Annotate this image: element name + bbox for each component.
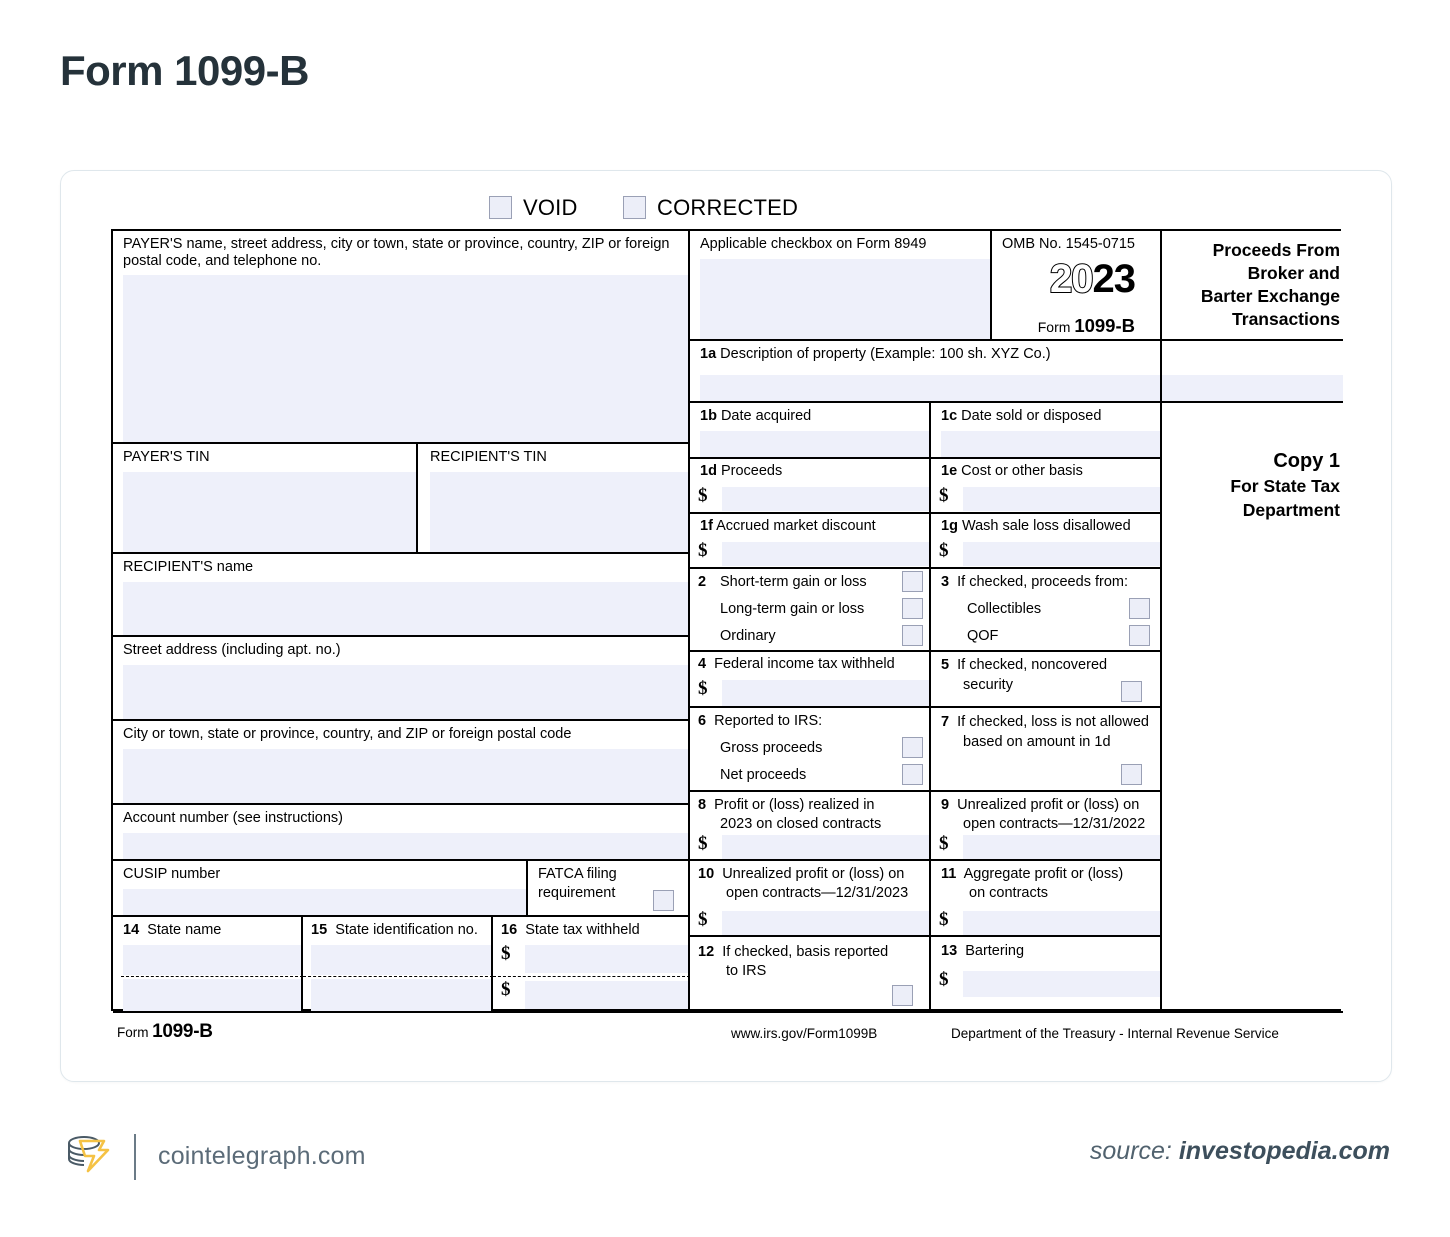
box-15-dashed-divider [303,976,493,977]
payer-block-label: PAYER'S name, street address, city or town, state or province, country, ZIP or foreign postal code, and telephone no. [123,236,670,269]
box-15-state-id[interactable] [303,917,493,1013]
box-15-label: State identification no. [335,922,478,938]
void-label: VOID [523,195,578,220]
box-1b-label: Date acquired [720,408,812,424]
box-1d-dollar: $ [698,485,708,506]
fatca-block[interactable] [528,861,690,917]
box-16-dashed-divider [493,976,690,977]
box-9-dollar: $ [939,833,949,854]
box-11-label-line2: on contracts [969,884,1048,901]
recipient-name-label: RECIPIENT'S name [123,559,254,575]
copy-1-sub-line2: Department [1242,499,1340,520]
box-16-field-1[interactable] [525,945,690,973]
box-6-option-2-label: Net proceeds [720,767,807,783]
box-1b-date-acquired[interactable] [690,403,931,459]
cusip-block[interactable] [113,861,528,917]
form-footer [111,1011,1341,1051]
box-1g-wash-sale[interactable] [931,514,1162,569]
box-7-label-line1: If checked, loss is not allowed [957,714,1149,730]
applicable-checkbox-8949-block[interactable] [690,231,992,341]
box-14-field-2[interactable] [123,979,301,1011]
box-4-field[interactable] [722,680,929,706]
box-16-dollar-1: $ [501,943,511,964]
box-6-reported-to-irs[interactable] [690,708,931,792]
box-8-profit-loss-closed[interactable] [690,792,931,861]
fatca-checkbox[interactable] [653,890,674,911]
footer-form-prefix: Form [117,1025,149,1040]
box-3-number: 3 [941,574,950,590]
box-1b-number: 1b [700,408,717,424]
void-corrected-row [111,193,1341,229]
box-1a-right-extension[interactable] [1162,341,1343,403]
box-9-number: 9 [941,797,950,813]
applicable-checkbox-label: Applicable checkbox on Form 8949 [700,236,927,252]
box-1a-field-right[interactable] [1162,375,1343,401]
box-2-option-1-checkbox[interactable] [902,571,923,592]
box-1e-number: 1e [941,463,958,479]
footer-form-number: 1099-B [152,1021,213,1042]
header-title-line2: Broker and [1247,263,1340,284]
form-prefix: Form [1037,319,1071,335]
box-1f-label: Accrued market discount [716,518,876,534]
street-address-label: Street address (including apt. no.) [123,642,341,658]
box-14-state-name[interactable] [113,917,303,1013]
void-option[interactable] [489,195,578,220]
cusip-label: CUSIP number [123,866,221,882]
void-checkbox[interactable] [489,196,512,219]
box-16-label: State tax withheld [525,922,640,938]
box-1b-field[interactable] [700,431,929,457]
box-11-dollar: $ [939,909,949,930]
recipient-tin-label: RECIPIENT'S TIN [430,449,547,465]
box-3-option-2-label: QOF [967,628,999,644]
box-1d-label: Proceeds [720,463,783,479]
box-1g-dollar: $ [939,540,949,561]
box-2-option-1-label: Short-term gain or loss [720,574,867,590]
box-1f-field[interactable] [722,542,929,566]
box-7-checkbox[interactable] [1121,764,1142,785]
recipient-name-field[interactable] [123,582,688,635]
box-9-field[interactable] [963,835,1160,859]
box-10-dollar: $ [698,909,708,930]
box-3-qof-checkbox[interactable] [1129,625,1150,646]
box-14-label: State name [147,922,222,938]
form-number: 1099-B [1074,315,1135,336]
box-12-label-line2: to IRS [726,962,767,979]
box-3-collectibles-checkbox[interactable] [1129,598,1150,619]
box-1f-accrued-discount[interactable] [690,514,931,569]
box-3-label: If checked, proceeds from: [957,574,1128,590]
box-2-option-3-label: Ordinary [720,628,776,644]
copy-1-sub-line1: For State Tax [1230,476,1340,496]
box-1f-number: 1f [700,518,713,534]
box-8-field[interactable] [722,835,929,859]
header-title-line3: Barter Exchange [1200,286,1340,307]
box-9-unrealized-2022[interactable] [931,792,1162,861]
corrected-label: CORRECTED [657,195,799,220]
footer-department: Department of the Treasury - Internal Revenue Service [951,1026,1279,1041]
box-1c-label: Date sold or disposed [961,408,1102,424]
box-16-number: 16 [501,922,518,938]
payer-tin-block[interactable] [113,444,418,554]
form-card [60,170,1392,1082]
header-title-line4: Transactions [1232,309,1340,330]
box-1c-field[interactable] [941,431,1160,457]
box-9-label-line2: open contracts—12/31/2022 [963,815,1146,832]
copy-1-label: Copy 1 [1273,450,1340,472]
box-1e-cost-basis[interactable] [931,459,1162,514]
applicable-checkbox-field[interactable] [700,259,990,339]
box-5-label-line2: security [963,676,1013,693]
box-7-label-line2: based on amount in 1d [963,733,1111,750]
box-13-bartering[interactable] [931,937,1162,1013]
box-5-checkbox[interactable] [1121,681,1142,702]
city-state-label: City or town, state or province, country, and ZIP or foreign postal code [123,726,572,742]
box-15-field-1[interactable] [311,945,491,975]
box-2-option-2-checkbox[interactable] [902,598,923,619]
city-state-block[interactable] [113,721,690,805]
box-1e-label: Cost or other basis [961,463,1083,479]
box-1a-description[interactable] [690,341,1162,403]
box-5-label-line1: If checked, noncovered [957,657,1108,673]
box-12-checkbox[interactable] [892,985,913,1006]
brand-divider [134,1134,136,1180]
fatca-label-line1: FATCA filing [538,866,617,882]
box-8-number: 8 [698,797,707,813]
box-2-option-3-checkbox[interactable] [902,625,923,646]
box-13-dollar: $ [939,969,949,990]
box-1e-field[interactable] [963,487,1160,511]
fatca-label-line2: requirement [538,884,616,901]
street-address-block[interactable] [113,637,690,721]
box-12-label-line1: If checked, basis reported [722,944,889,960]
box-1a-number: 1a [700,346,717,362]
box-1c-date-sold[interactable] [931,403,1162,459]
box-10-label-line1: Unrealized profit or (loss) on [722,866,905,882]
box-5-noncovered-security[interactable] [931,652,1162,708]
irs-form-1099b [111,193,1341,1051]
box-9-label-line1: Unrealized profit or (loss) on [957,797,1140,813]
box-4-dollar: $ [698,678,708,699]
box-13-label: Bartering [965,943,1025,959]
corrected-checkbox[interactable] [623,196,646,219]
form-number-header [1038,315,1135,336]
account-number-label: Account number (see instructions) [123,810,344,826]
omb-number: OMB No. 1545-0715 [1002,236,1135,252]
box-14-dashed-divider [121,976,303,977]
box-15-field-2[interactable] [311,979,491,1011]
form-header-title-block [1162,231,1343,341]
box-3-option-1-label: Collectibles [967,601,1042,617]
box-7-number: 7 [941,714,950,730]
box-1g-number: 1g [941,518,958,534]
box-1e-dollar: $ [939,485,949,506]
source-name: investopedia.com [1178,1137,1390,1165]
cusip-field[interactable] [123,889,526,915]
box-4-number: 4 [698,656,707,672]
box-11-aggregate-profit-loss[interactable] [931,861,1162,937]
box-16-dollar-2: $ [501,979,511,1000]
box-15-number: 15 [311,922,328,938]
account-number-field[interactable] [123,833,688,859]
page-title: Form 1099-B [60,47,309,94]
box-4-federal-tax-withheld[interactable] [690,652,931,708]
corrected-option[interactable] [623,195,798,220]
street-address-field[interactable] [123,665,688,719]
footer-form-id [117,1021,213,1043]
payer-block-field[interactable] [123,275,688,442]
header-title-line1: Proceeds From [1212,240,1340,260]
box-1d-field[interactable] [722,487,929,511]
box-1g-label: Wash sale loss disallowed [961,518,1131,534]
tax-year [1050,259,1135,299]
form-grid [111,229,1341,1011]
cointelegraph-logo-icon [60,1128,112,1185]
cointelegraph-branding [60,1128,366,1185]
box-11-label-line1: Aggregate profit or (loss) [963,866,1124,882]
box-12-basis-reported[interactable] [690,937,931,1013]
box-11-number: 11 [941,866,957,882]
source-attribution [1090,1137,1390,1166]
recipient-tin-field[interactable] [430,472,688,552]
box-10-number: 10 [698,866,715,882]
box-6-label: Reported to IRS: [714,713,823,729]
box-14-field-1[interactable] [123,945,301,975]
box-1f-dollar: $ [698,540,708,561]
copy-1-block [1162,403,1343,1013]
box-2-number: 2 [698,574,707,590]
box-16-field-2[interactable] [525,981,690,1009]
box-6-option-1-label: Gross proceeds [720,740,823,756]
cointelegraph-site-label: cointelegraph.com [158,1142,366,1170]
tax-year-hollow: 20 [1050,257,1093,301]
tax-year-solid: 23 [1092,257,1135,301]
box-1a-label: Description of property (Example: 100 sh. XYZ Co.) [720,346,1051,362]
box-1a-field-left[interactable] [700,375,1162,401]
box-7-loss-not-allowed[interactable] [931,708,1162,792]
box-11-field[interactable] [963,911,1160,935]
box-13-field[interactable] [963,971,1160,997]
box-1d-number: 1d [700,463,717,479]
box-10-label-line2: open contracts—12/31/2023 [726,884,909,901]
payer-tin-label: PAYER'S TIN [123,449,210,465]
box-6-number: 6 [698,713,707,729]
payer-block[interactable] [113,231,690,444]
box-16-state-tax[interactable] [493,917,690,1013]
box-8-label-line2: 2023 on closed contracts [720,815,882,832]
box-14-number: 14 [123,922,140,938]
box-6-net-proceeds-checkbox[interactable] [902,764,923,785]
recipient-tin-block[interactable] [418,444,690,554]
city-state-field[interactable] [123,749,688,803]
box-8-dollar: $ [698,833,708,854]
box-12-number: 12 [698,944,715,960]
box-2-option-2-label: Long-term gain or loss [720,601,865,617]
box-1d-proceeds[interactable] [690,459,931,514]
box-1g-field[interactable] [963,542,1160,566]
omb-year-block [992,231,1162,341]
box-6-gross-proceeds-checkbox[interactable] [902,737,923,758]
box-3-proceeds-from[interactable] [931,569,1162,652]
box-5-number: 5 [941,657,950,673]
box-13-number: 13 [941,943,958,959]
box-10-field[interactable] [722,911,929,935]
footer-url[interactable]: www.irs.gov/Form1099B [731,1026,878,1041]
payer-tin-field[interactable] [123,472,416,552]
source-prefix: source: [1089,1137,1172,1165]
account-number-block[interactable] [113,805,690,861]
box-1c-number: 1c [941,408,958,424]
box-4-label: Federal income tax withheld [714,656,895,672]
box-10-unrealized-2023[interactable] [690,861,931,937]
recipient-name-block[interactable] [113,554,690,637]
box-2-term-gain-loss[interactable] [690,569,931,652]
box-8-label-line1: Profit or (loss) realized in [714,797,875,813]
